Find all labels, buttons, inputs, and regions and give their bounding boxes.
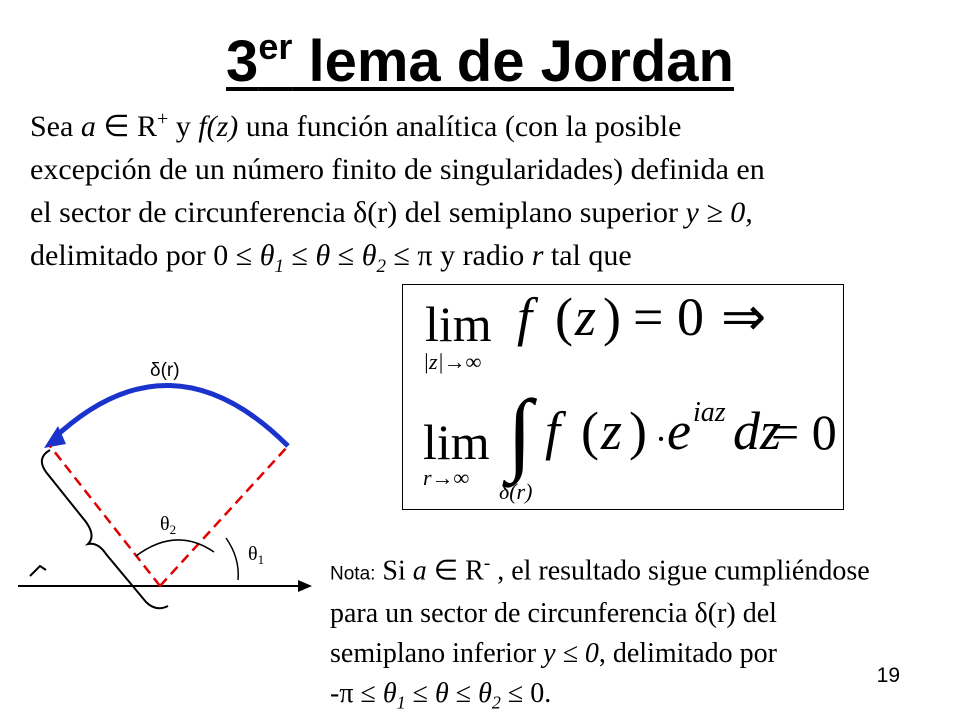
text: y xyxy=(168,110,199,143)
subscript: 1 xyxy=(396,692,406,713)
text: ≤ xyxy=(405,678,435,710)
text: ≤ xyxy=(284,239,316,272)
paren-open-1: ( xyxy=(555,287,573,347)
formula-box xyxy=(402,284,844,510)
note-line-4 xyxy=(330,674,938,723)
f-1: f xyxy=(517,287,533,347)
arc-delta-r xyxy=(52,385,288,446)
radius-theta1 xyxy=(160,446,288,586)
dot-operator: · xyxy=(655,419,667,459)
note-line-3 xyxy=(330,634,938,674)
radius-brace xyxy=(42,450,168,608)
page-number: 19 xyxy=(876,664,900,687)
statement-line-1 xyxy=(30,98,935,148)
statement-line-4 xyxy=(30,234,935,288)
text: semiplano inferior xyxy=(330,638,544,670)
integral-sign: ∫ xyxy=(507,381,533,483)
exponent-iaz: iaz xyxy=(693,397,726,428)
text: Sea xyxy=(30,110,81,143)
theta: θ xyxy=(434,678,449,710)
angle-arc-theta2 xyxy=(136,540,214,556)
theorem-statement xyxy=(30,98,935,288)
text: ≤ 0 xyxy=(555,638,599,670)
text: ≤ xyxy=(330,239,362,272)
text: ∈ R xyxy=(95,110,157,143)
theta: θ xyxy=(259,239,275,272)
text: -π ≤ xyxy=(330,678,383,710)
paren-close-1: ) xyxy=(603,287,621,347)
equals-zero-2: = 0 xyxy=(771,404,837,460)
z-2: z xyxy=(601,401,623,461)
text: delimitado por 0 ≤ xyxy=(30,239,260,272)
theta2-label xyxy=(160,513,176,537)
tick-mark xyxy=(30,566,46,576)
var-y: y xyxy=(543,638,556,670)
implies-arrow: ⇒ xyxy=(721,287,767,347)
text: ≤ xyxy=(448,678,479,710)
subscript: 2 xyxy=(376,256,386,277)
text: ≤ π y radio xyxy=(385,239,532,272)
text: Si xyxy=(375,555,413,587)
superscript: - xyxy=(483,553,491,574)
lim-1-subscript: |z|→∞ xyxy=(423,349,482,374)
text: ∈ R xyxy=(426,555,484,587)
text: ≤ 0. xyxy=(500,678,552,710)
paren-open-2: ( xyxy=(581,401,599,461)
text: tal que xyxy=(543,239,632,272)
title-ordinal-suffix: er xyxy=(258,26,293,67)
formula-svg xyxy=(403,285,845,511)
text: una función analítica (con la posible xyxy=(238,110,682,143)
subscript: 1 xyxy=(274,256,285,277)
e-base: e xyxy=(667,401,691,461)
theta1-label xyxy=(248,543,264,567)
var-a: a xyxy=(412,555,427,587)
equals-zero-1: = 0 xyxy=(633,287,704,347)
slide-title xyxy=(0,12,960,97)
theta1-symbol: θ xyxy=(248,543,258,565)
statement-line-2: excepción de un número finito de singularidades) definida en xyxy=(30,153,765,186)
arc-label: δ(r) xyxy=(150,360,180,381)
lim-2: lim xyxy=(423,414,490,470)
theta2-symbol: θ xyxy=(160,513,170,535)
f-2: f xyxy=(545,401,561,461)
var-r: r xyxy=(531,239,544,272)
theta: θ xyxy=(361,239,377,272)
theta1-subscript: 1 xyxy=(257,552,265,567)
note-label: Nota: xyxy=(330,563,376,585)
func-f: f(z) xyxy=(198,110,239,143)
integral-subscript: δ(r) xyxy=(499,479,533,504)
z-1: z xyxy=(575,287,597,347)
theta: θ xyxy=(315,239,331,272)
title-number: 3 xyxy=(226,29,259,94)
var-a: a xyxy=(80,110,96,143)
theta: θ xyxy=(382,678,397,710)
lim-2-subscript: r→∞ xyxy=(423,465,470,490)
angle-arc-theta1 xyxy=(226,538,238,580)
lim-1: lim xyxy=(425,296,492,352)
theta: θ xyxy=(478,678,492,710)
text: , delimitado por xyxy=(598,638,777,670)
superscript: + xyxy=(156,108,169,130)
var-y: y xyxy=(685,196,699,229)
text: ≥ 0, xyxy=(698,196,753,229)
note-block xyxy=(330,544,938,723)
statement-line-3 xyxy=(30,191,935,234)
x-axis-arrowhead xyxy=(298,580,312,592)
sector-diagram xyxy=(0,340,330,620)
note-line-2: para un sector de circunferencia δ(r) del xyxy=(330,598,777,630)
theta2-subscript: 2 xyxy=(169,522,177,537)
radius-theta2 xyxy=(50,446,160,586)
paren-close-2: ) xyxy=(629,401,647,461)
text: , el resultado sigue cumpliéndose xyxy=(490,555,870,587)
text: el sector de circunferencia δ(r) del semiplano superior xyxy=(30,196,686,229)
note-line-1 xyxy=(330,544,938,594)
title-text: lema de Jordan xyxy=(292,29,734,94)
dz: dz xyxy=(733,401,782,461)
subscript: 2 xyxy=(491,692,501,713)
